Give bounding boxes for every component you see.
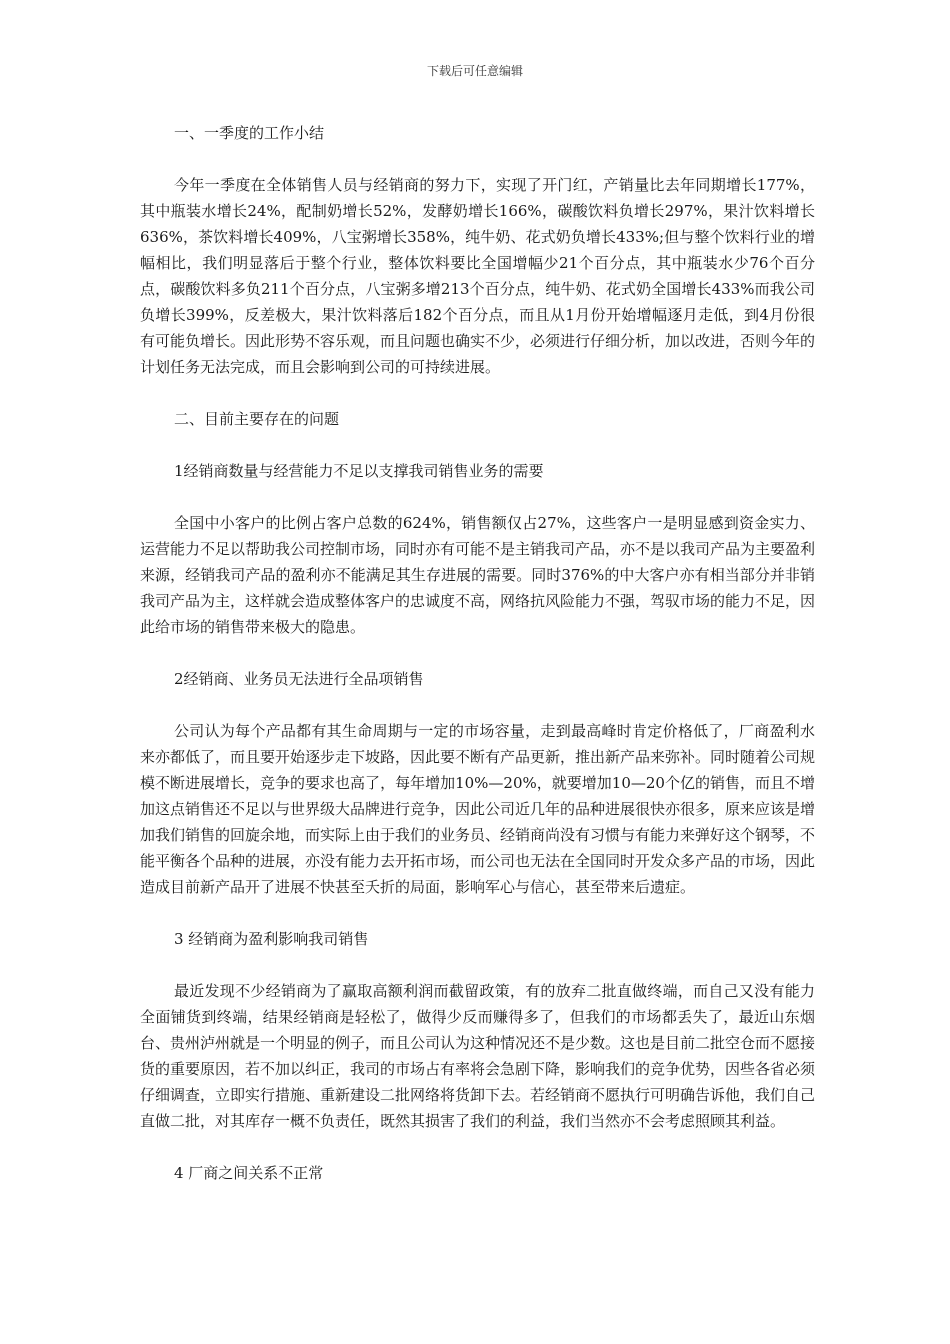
section-heading-summary: 一、一季度的工作小结 — [174, 124, 325, 142]
paragraph-dealer-capacity: 全国中小客户的比例占客户总数的624%，销售额仅占27%，这些客户一是明显感到资金实力、运营能力不足以帮助我公司控制市场，同时亦有可能不是主销我司产品，亦不是以我司产品为主要盈利来源，经销我司产品的盈利亦不能满足其生存进展的需要。同时376%的中大客户亦有相当部分并非销我司产品为主，这样就会造成整体客户的忠诚度不高，网络抗风险能力不强，驾驭市场的能力不足，因此给市场的销售带来极大的隐患。 — [140, 514, 816, 636]
subheading-dealer-profit: 3 经销商为盈利影响我司销售 — [174, 930, 369, 948]
paragraph-summary: 今年一季度在全体销售人员与经销商的努力下，实现了开门红，产销量比去年同期增长177%，其中瓶装水增长24%，配制奶增长52%，发酵奶增长166%，碳酸饮料负增长297%，果汁饮料增长636%，茶饮料增长409%，八宝粥增长358%，纯牛奶、花式奶负增长433%;但与整个饮料行业的增幅相比，我们明显落后于整个行业，整体饮料要比全国增幅少21个百分点，其中瓶装水少76个百分点，碳酸饮料多负211个百分点，八宝粥多增213个百分点，纯牛奶、花式奶全国增长433%而我公司负增长399%，反差极大，果汁饮料落后182个百分点，而且从1月份开始增幅逐月走低，到4月份很有可能负增长。因此形势不容乐观，而且问题也确实不少，必须进行仔细分析，加以改进，否则今年的计划任务无法完成，而且会影响到公司的可持续进展。 — [140, 176, 816, 376]
page-header: 下载后可任意编辑 — [426, 64, 523, 78]
document-body — [140, 120, 815, 1212]
paragraph-full-range-sales: 公司认为每个产品都有其生命周期与一定的市场容量，走到最高峰时肯定价格低了，厂商盈利水来亦都低了，而且要开始逐步走下坡路，因此要不断有产品更新，推出新产品来弥补。同时随着公司规模不断进展增长，竞争的要求也高了，每年增加10%—20%，就要增加10—20个亿的销售，而且不增加这点销售还不足以与世界级大品牌进行竞争，因此公司近几年的品种进展很快亦很多，原来应该是增加我们销售的回旋余地，而实际上由于我们的业务员、经销商尚没有习惯与有能力来弹好这个钢琴，不能平衡各个品种的进展，亦没有能力去开拓市场，而公司也无法在全国同时开发众多产品的市场，因此造成目前新产品开了进展不快甚至夭折的局面，影响军心与信心，甚至带来后遗症。 — [140, 722, 816, 896]
subheading-relationship: 4 厂商之间关系不正常 — [174, 1164, 324, 1182]
section-heading-problems: 二、目前主要存在的问题 — [174, 410, 340, 428]
subheading-full-range-sales: 2经销商、业务员无法进行全品项销售 — [174, 670, 424, 688]
paragraph-dealer-profit: 最近发现不少经销商为了赢取高额利润而截留政策，有的放弃二批直做终端，而自己又没有能力全面铺货到终端，结果经销商是轻松了，做得少反而赚得多了，但我们的市场都丢失了，最近山东烟台、贵州泸州就是一个明显的例子，而且公司认为这种情况还不是少数。这也是目前二批空仓而不愿接货的重要原因，若不加以纠正，我司的市场占有率将会急剧下降，影响我们的竞争优势，因些各省必须仔细调查，立即实行措施、重新建设二批网络将货卸下去。若经销商不愿执行可明确告诉他，我们自己直做二批，对其库存一概不负责任，既然其损害了我们的利益，我们当然亦不会考虑照顾其利益。 — [140, 982, 816, 1130]
subheading-dealer-capacity: 1经销商数量与经营能力不足以支撑我司销售业务的需要 — [174, 462, 544, 480]
